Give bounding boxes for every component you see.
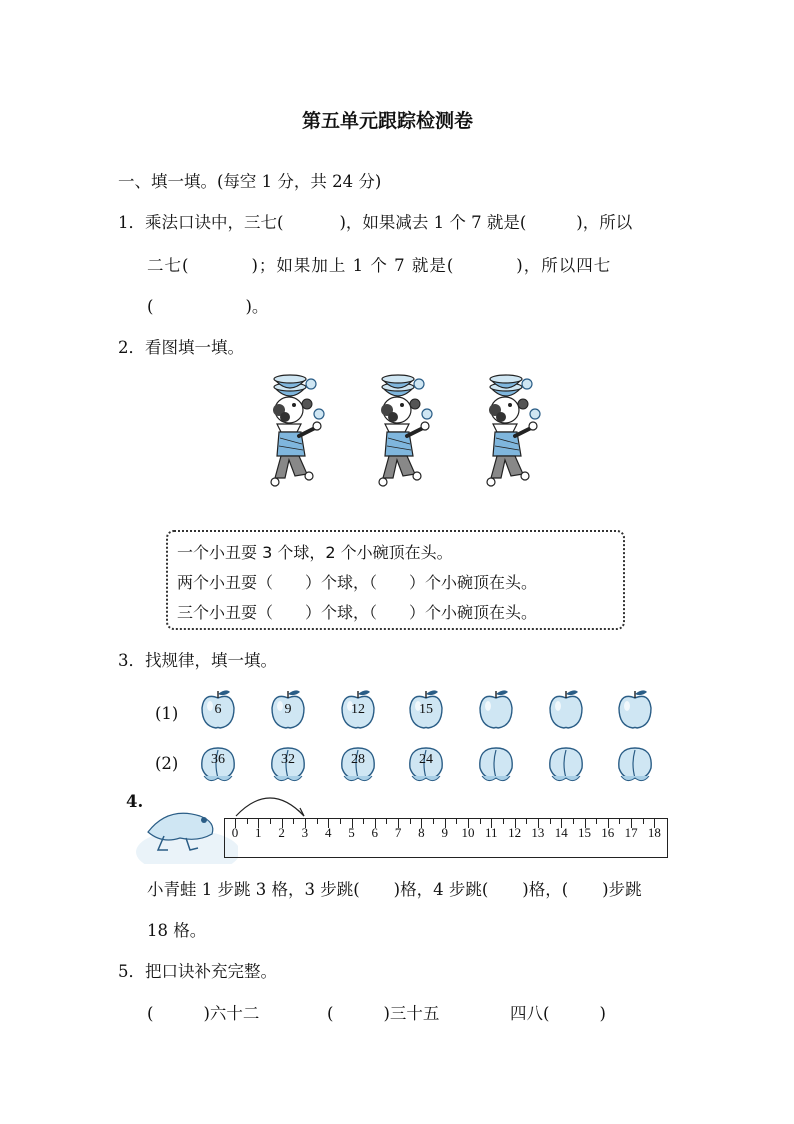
q1-text: )。 xyxy=(245,297,269,316)
apple-number: 12 xyxy=(351,702,365,717)
page-title: 第五单元跟踪检测卷 xyxy=(302,110,474,132)
ruler-minor-tick xyxy=(293,819,294,824)
q4-text: )步跳 xyxy=(602,880,642,899)
ruler-minor-tick xyxy=(317,819,318,824)
q4-line2: 18 格。 xyxy=(147,921,207,940)
q5-text: ) xyxy=(599,1004,606,1023)
q4-text: )格，4 步跳( xyxy=(393,880,489,899)
ruler-number: 8 xyxy=(418,825,425,840)
peach-icon[interactable] xyxy=(474,740,518,780)
box-line: 三个小丑耍（ ）个球，（ ）个小碗顶在头。 xyxy=(177,603,538,622)
q5-item xyxy=(147,1004,259,1024)
q1-text: ( xyxy=(147,297,154,316)
peach-icon[interactable] xyxy=(544,740,588,780)
apple-icon[interactable] xyxy=(613,688,657,728)
ruler-minor-tick xyxy=(526,819,527,824)
ruler-minor-tick xyxy=(433,819,434,824)
q5-text: )三十五 xyxy=(383,1004,440,1023)
ruler-number: 7 xyxy=(394,825,402,840)
ruler-number: 3 xyxy=(301,825,309,840)
ruler-minor-tick xyxy=(386,819,387,824)
number-ruler xyxy=(224,818,668,858)
peach-icon xyxy=(336,740,380,780)
q1-line2 xyxy=(147,256,611,276)
peach-number: 28 xyxy=(351,752,365,767)
frog-illustration xyxy=(128,792,238,864)
peach-icon xyxy=(404,740,448,780)
apple-number: 9 xyxy=(284,702,292,717)
apple-icon[interactable] xyxy=(474,688,518,728)
q3-row2-label: (2) xyxy=(155,754,179,773)
ruler-minor-tick xyxy=(410,819,411,824)
ruler-minor-tick xyxy=(619,819,620,824)
q2-info-box xyxy=(166,530,625,630)
ruler-number: 1 xyxy=(255,825,262,840)
peach-number: 36 xyxy=(211,752,225,767)
ruler-minor-tick xyxy=(340,819,341,824)
q1-line1 xyxy=(118,213,632,233)
q3-row1-label: (1) xyxy=(155,704,179,723)
ruler-number: 5 xyxy=(348,825,355,840)
ruler-minor-tick xyxy=(480,819,481,824)
q1-text: )；如果加上 1 个 7 就是( xyxy=(251,256,455,275)
ruler-number: 15 xyxy=(578,825,591,840)
ruler-number: 17 xyxy=(624,825,638,840)
q5-text: ( xyxy=(327,1004,334,1023)
ruler-number: 11 xyxy=(485,825,498,840)
jump-arc xyxy=(230,786,320,820)
ruler-minor-tick xyxy=(596,819,597,824)
ruler-minor-tick xyxy=(456,819,457,824)
q1-text: 1．乘法口诀中，三七( xyxy=(118,213,284,232)
peach-icon xyxy=(266,740,310,780)
q5-text: ( xyxy=(147,1004,154,1023)
apple-icon xyxy=(404,688,448,728)
q5-text: )六十二 xyxy=(203,1004,260,1023)
q5-item xyxy=(327,1004,439,1024)
ruler-number: 9 xyxy=(441,825,448,840)
q1-text: )，所以四七 xyxy=(516,256,612,275)
ruler-minor-tick xyxy=(270,819,271,824)
ruler-number: 13 xyxy=(531,825,545,840)
ruler-number: 4 xyxy=(324,825,332,840)
q1-text: 二七( xyxy=(147,256,190,275)
peach-number: 32 xyxy=(281,752,295,767)
box-line: 一个小丑耍 3 个球，2 个小碗顶在头。 xyxy=(177,543,453,562)
q5-text: 四八( xyxy=(510,1004,550,1023)
peach-icon xyxy=(196,740,240,780)
ruler-minor-tick xyxy=(643,819,644,824)
peach-icon[interactable] xyxy=(613,740,657,780)
apple-icon xyxy=(196,688,240,728)
ruler-minor-tick xyxy=(503,819,504,824)
q3-label: 3．找规律，填一填。 xyxy=(118,651,277,670)
ruler-number: 0 xyxy=(231,825,239,840)
q4-text: 小青蛙 1 步跳 3 格，3 步跳( xyxy=(147,880,360,899)
ruler-number: 14 xyxy=(554,825,568,840)
q4-text: )格，( xyxy=(522,880,569,899)
ruler-minor-tick xyxy=(363,819,364,824)
q5-label: 5．把口诀补充完整。 xyxy=(118,962,277,981)
apple-icon xyxy=(336,688,380,728)
clown-illustrations xyxy=(255,370,635,500)
ruler-number: 6 xyxy=(371,825,379,840)
ruler-minor-tick xyxy=(550,819,551,824)
ruler-number: 16 xyxy=(601,825,615,840)
ruler-minor-tick xyxy=(573,819,574,824)
peach-number: 24 xyxy=(419,752,433,767)
q1-line3 xyxy=(147,297,268,317)
q4-label: 4. xyxy=(126,792,144,811)
q5-item xyxy=(510,1004,606,1024)
ruler-number: 2 xyxy=(278,825,285,840)
apple-icon[interactable] xyxy=(544,688,588,728)
box-line: 两个小丑耍（ ）个球，（ ）个小碗顶在头。 xyxy=(177,573,538,592)
section-heading: 一、填一填。(每空 1 分，共 24 分) xyxy=(118,172,382,191)
q2-label: 2．看图填一填。 xyxy=(118,338,244,357)
ruler-number: 18 xyxy=(647,825,661,840)
apple-icon xyxy=(266,688,310,728)
ruler-number: 10 xyxy=(461,825,475,840)
q1-text: )，所以 xyxy=(576,213,633,232)
ruler-minor-tick xyxy=(247,819,248,824)
ruler-number: 12 xyxy=(508,825,522,840)
q4-line1 xyxy=(147,880,642,900)
q1-text: )，如果减去 1 个 7 就是( xyxy=(339,213,527,232)
apple-number: 6 xyxy=(214,702,222,717)
apple-number: 15 xyxy=(419,702,433,717)
